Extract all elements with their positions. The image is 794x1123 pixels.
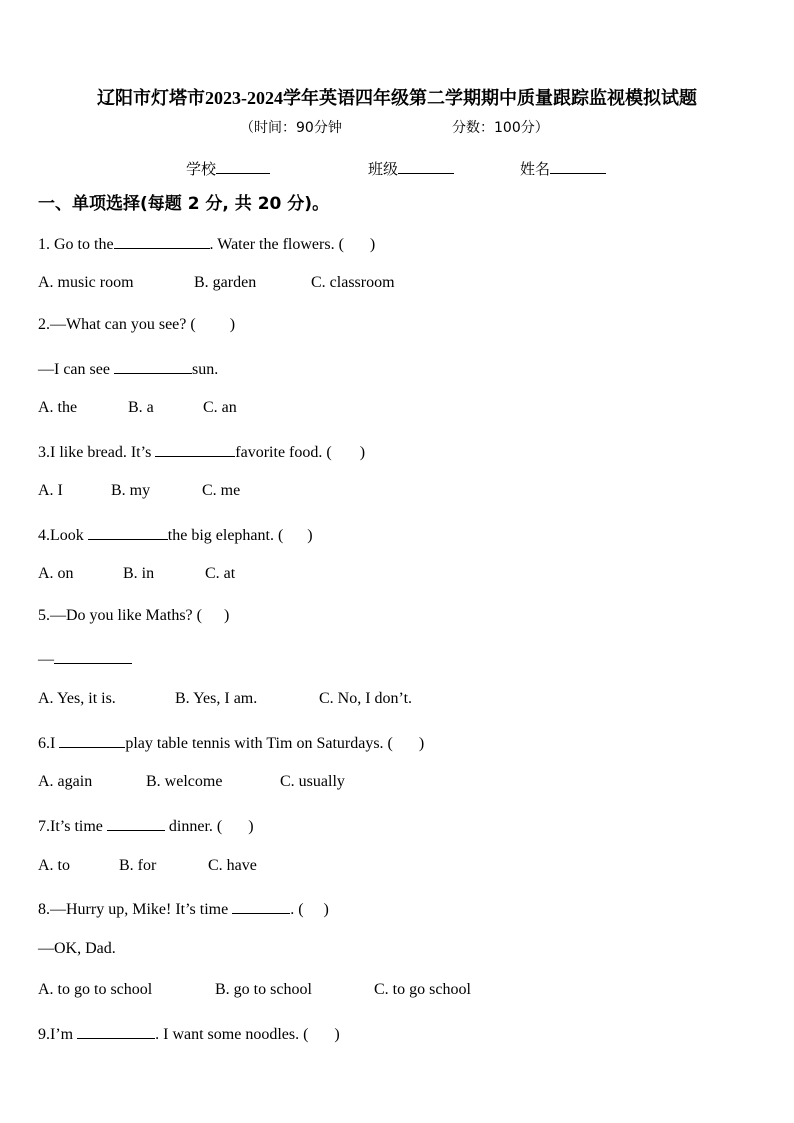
q9-text-b: . I want some noodles. (: [155, 1026, 309, 1043]
question-8-line2: —OK, Dad.: [38, 940, 116, 957]
question-1-options: [38, 274, 395, 292]
q4-text-c: ): [307, 527, 313, 544]
exam-score: 分数：100分）: [452, 120, 549, 136]
q1-blank[interactable]: [114, 233, 210, 249]
q3-text-c: ): [359, 444, 366, 461]
q2-option-a[interactable]: A. the: [38, 399, 78, 416]
q5-text: 5.—Do you like Maths? (: [38, 607, 202, 624]
q7-text-a: 7.It’s time: [38, 818, 103, 835]
q6-blank[interactable]: [59, 732, 125, 748]
q1-option-b[interactable]: B. garden: [194, 274, 257, 291]
question-8-stem: [38, 898, 329, 919]
class-label: 班级: [368, 160, 399, 178]
section-heading: 一、单项选择(每题 2 分, 共 20 分)。: [38, 194, 330, 214]
q1-option-c[interactable]: C. classroom: [311, 274, 395, 291]
q7-option-a[interactable]: A. to: [38, 857, 70, 874]
school-field: [186, 158, 270, 179]
q1-option-a[interactable]: A. music room: [38, 274, 134, 291]
name-field: [520, 158, 606, 179]
q3-option-a[interactable]: A. I: [38, 482, 63, 499]
question-3-stem: [38, 441, 365, 462]
q3-text-b: favorite food. (: [235, 444, 332, 461]
q1-text-b: . Water the flowers. (: [209, 236, 344, 253]
question-4-stem: [38, 524, 313, 545]
q4-option-a[interactable]: A. on: [38, 565, 74, 582]
q4-option-c[interactable]: C. at: [205, 565, 236, 582]
q1-text-a: 1. Go to the: [38, 236, 114, 253]
q7-text-c: ): [248, 818, 254, 835]
q2-text: 2.—What can you see? (: [38, 316, 196, 333]
q7-text-b: dinner. (: [168, 818, 223, 835]
name-blank[interactable]: [550, 159, 606, 174]
q5-text-c: ): [223, 607, 230, 624]
q4-option-b[interactable]: B. in: [123, 565, 155, 582]
question-6-stem: [38, 732, 424, 753]
q2-blank[interactable]: [114, 358, 192, 374]
q7-blank[interactable]: [107, 815, 165, 831]
q2-line2-b: sun.: [191, 361, 219, 378]
question-8-options: [38, 981, 471, 999]
q2-option-b[interactable]: B. a: [128, 399, 154, 416]
q9-text-a: 9.I’m: [38, 1026, 74, 1043]
question-7-options: [38, 857, 257, 875]
q8-text-c: ): [323, 901, 329, 918]
q9-blank[interactable]: [77, 1023, 155, 1039]
question-7-stem: [38, 815, 254, 836]
q8-option-c[interactable]: C. to go school: [374, 981, 471, 998]
exam-title: 辽阳市灯塔市2023-2024学年英语四年级第二学期期中质量跟踪监视模拟试题: [97, 88, 697, 108]
question-5-stem: [38, 607, 229, 625]
q8-text-a: 8.—Hurry up, Mike! It’s time: [38, 901, 229, 918]
q3-blank[interactable]: [155, 441, 235, 457]
name-label: 姓名: [520, 160, 551, 178]
q6-option-a[interactable]: A. again: [38, 773, 93, 790]
q6-text-a: 6.I: [38, 735, 56, 752]
q2-line2-a: —I can see: [38, 361, 110, 378]
q3-option-c[interactable]: C. me: [202, 482, 241, 499]
q5-blank[interactable]: [54, 648, 132, 664]
exam-time: （时间：90分钟: [240, 120, 342, 136]
q5-option-a[interactable]: A. Yes, it is.: [38, 690, 116, 707]
question-3-options: [38, 482, 240, 500]
class-field: [368, 158, 454, 179]
q4-text-b: the big elephant. (: [167, 527, 284, 544]
question-2-line2: [38, 358, 218, 379]
q8-option-a[interactable]: A. to go to school: [38, 981, 153, 998]
school-label: 学校: [186, 160, 217, 178]
q5-option-c[interactable]: C. No, I don’t.: [319, 690, 413, 707]
question-4-options: [38, 565, 235, 583]
question-2-stem: [38, 316, 235, 334]
question-9-stem: [38, 1023, 340, 1044]
q5-line2-dash: —: [38, 651, 54, 668]
question-6-options: [38, 773, 345, 791]
school-blank[interactable]: [216, 159, 270, 174]
q4-blank[interactable]: [88, 524, 168, 540]
q6-option-c[interactable]: C. usually: [280, 773, 345, 790]
q8-blank[interactable]: [232, 898, 290, 914]
q4-text-a: 4.Look: [38, 527, 84, 544]
q1-text-c: ): [369, 236, 376, 253]
q5-option-b[interactable]: B. Yes, I am.: [175, 690, 258, 707]
q2-option-c[interactable]: C. an: [203, 399, 237, 416]
class-blank[interactable]: [398, 159, 454, 174]
q6-option-b[interactable]: B. welcome: [146, 773, 223, 790]
q7-option-b[interactable]: B. for: [119, 857, 157, 874]
q8-text-b: . (: [290, 901, 304, 918]
q3-option-b[interactable]: B. my: [111, 482, 151, 499]
q9-text-c: ): [334, 1026, 340, 1043]
q8-option-b[interactable]: B. go to school: [215, 981, 312, 998]
q3-text-a: 3.I like bread. It’s: [38, 444, 152, 461]
question-2-options: [38, 399, 237, 417]
q2-text-c: ): [229, 316, 236, 333]
question-5-line2: [38, 648, 132, 669]
q7-option-c[interactable]: C. have: [208, 857, 257, 874]
q6-text-b: play table tennis with Tim on Saturdays. (: [125, 735, 393, 752]
question-1-stem: [38, 233, 375, 254]
question-5-options: [38, 690, 412, 708]
q6-text-c: ): [418, 735, 425, 752]
